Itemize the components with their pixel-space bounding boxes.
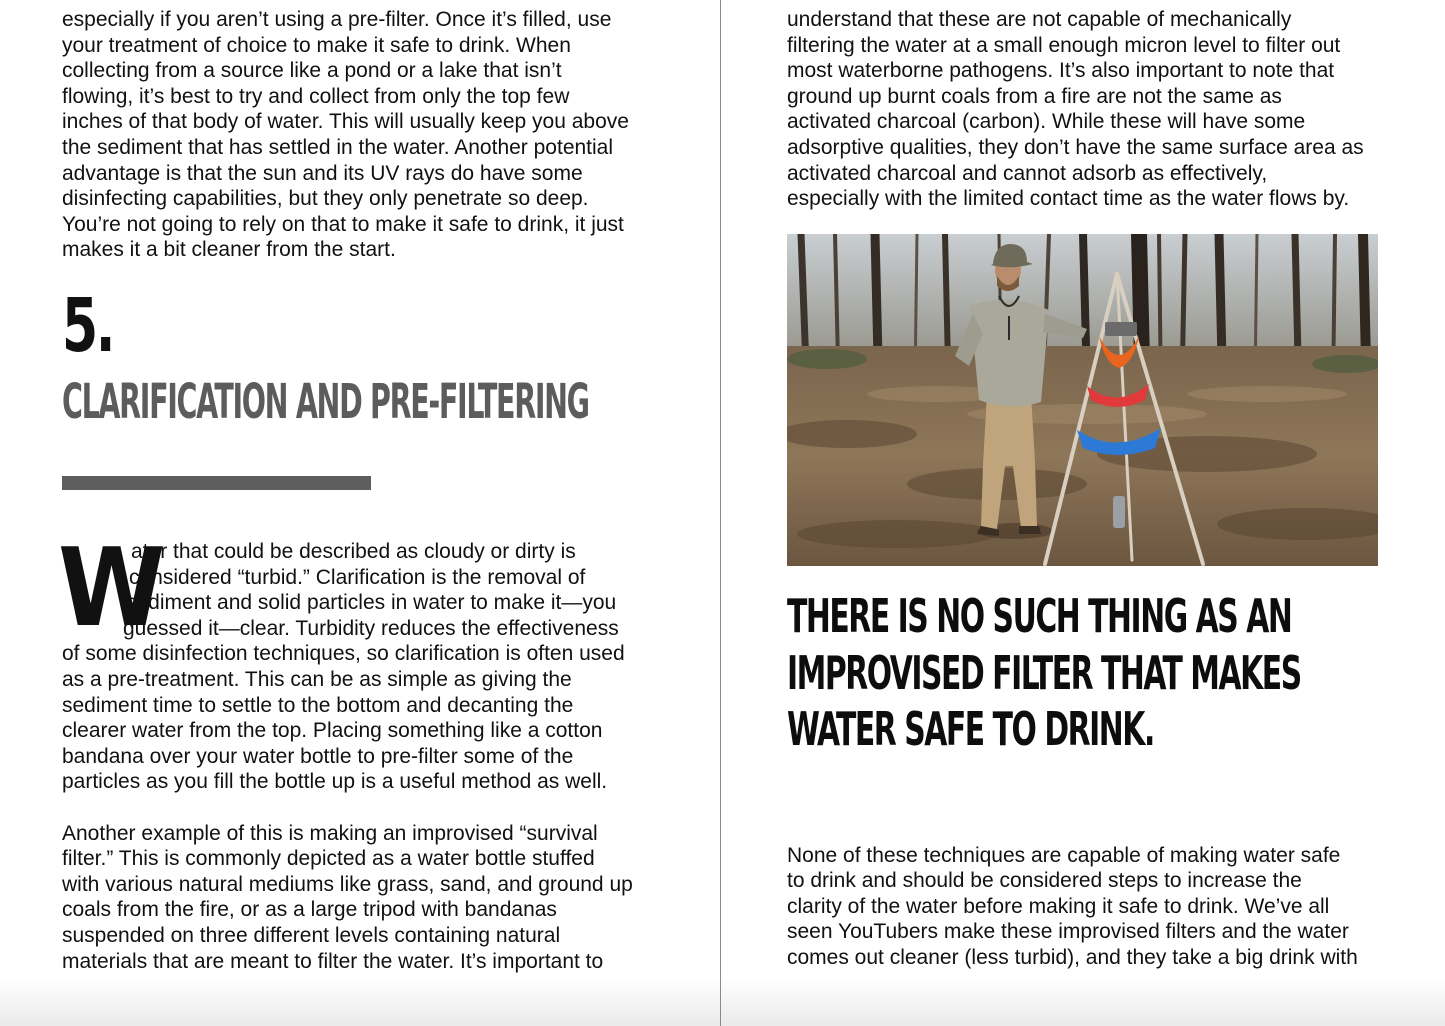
text-line: clarity of the water before making it safe to drink. We’ve all [787,894,1330,918]
text-line: comes out cleaner (less turbid), and they take a big drink with [787,945,1358,969]
text-line: makes it a bit cleaner from the start. [62,238,396,262]
tripod-filter-photo [787,234,1378,566]
text-line: disinfecting capabilities, but they only penetrate so deep. [62,187,589,211]
page-bottom-shade [721,978,1445,1026]
text-line: particles as you fill the bottle up is a useful method as well. [62,770,608,794]
drop-cap-line: sediment and solid particles in water to make it—you [126,591,617,615]
charcoal-paragraph [787,7,1364,212]
text-line: understand that these are not capable of mechanically [787,8,1292,31]
text-line: Another example of this is making an improvised “survival [62,821,598,845]
text-line: activated charcoal (carbon). While these will have some [787,110,1306,134]
text-line: suspended on three different levels containing natural [62,923,561,947]
text-line: flowing, it’s best to try and collect from only the top few [62,84,570,108]
text-line: collecting from a source like a pond or a lake that isn’t [62,59,562,83]
text-line: to drink and should be considered steps to increase the [787,869,1302,893]
text-line: activated charcoal and cannot adsorb as effectively, [787,161,1268,185]
pull-quote-line: WATER SAFE TO DRINK. [787,702,1154,756]
text-line: ground up burnt coals from a fire are not the same as [787,84,1282,108]
text-line: of some disinfection techniques, so clarification is often used [62,642,625,666]
drop-cap: W [58,526,162,651]
section-number: 5. [62,283,114,369]
text-line: filtering the water at a small enough micron level to filter out [787,33,1341,57]
text-line: especially with the limited contact time as the water flows by. [787,187,1350,211]
page-bottom-shade [0,978,720,1026]
text-line: clearer water from the top. Placing something like a cotton [62,719,603,743]
text-line: bandana over your water bottle to pre-filter some of the [62,744,574,768]
techniques-paragraph [787,843,1358,971]
pull-quote [787,588,1301,758]
drop-cap-line: ater that could be described as cloudy or dirty is [131,540,576,563]
intro-paragraph [62,7,629,263]
text-line: with various natural mediums like grass, sand, and ground up [62,872,633,896]
text-line: adsorptive qualities, they don’t have the same surface area as [787,135,1364,159]
clarification-paragraph [62,641,625,795]
text-line: You’re not going to rely on that to make it safe to drink, it just [62,212,624,236]
text-line: the sediment that has settled in the water. Another potential [62,135,614,159]
right-page [721,0,1445,1026]
text-line: filter.” This is commonly depicted as a water bottle stuffed [62,847,595,871]
text-line: especially if you aren’t using a pre-filter. Once it’s filled, use [62,8,612,31]
text-line: your treatment of choice to make it safe to drink. When [62,33,571,57]
survival-filter-paragraph [62,821,633,975]
text-line: materials that are meant to filter the water. It’s important to [62,949,604,973]
drop-cap-line: considered “turbid.” Clarification is the removal of [129,565,586,589]
pull-quote-line: IMPROVISED FILTER THAT MAKES [787,645,1301,700]
text-line: as a pre-treatment. This can be as simple as giving the [62,667,572,691]
text-line: sediment time to settle to the bottom and decanting the [62,693,574,717]
drop-cap-line: guessed it—clear. Turbidity reduces the effectiveness [123,616,619,640]
text-line: None of these techniques are capable of making water safe [787,843,1341,867]
text-line: seen YouTubers make these improvised filters and the water [787,920,1349,944]
text-line: most waterborne pathogens. It’s also important to note that [787,59,1335,83]
text-line: inches of that body of water. This will usually keep you above [62,110,629,134]
pull-quote-line: THERE IS NO SUCH THING AS AN [787,589,1292,643]
text-line: coals from the fire, or as a large tripod with bandanas [62,898,557,922]
section-title: CLARIFICATION AND PRE-FILTERING [62,374,589,430]
text-line: advantage is that the sun and its UV rays do have some [62,161,583,185]
section-rule [62,476,371,490]
left-page [0,0,720,1026]
